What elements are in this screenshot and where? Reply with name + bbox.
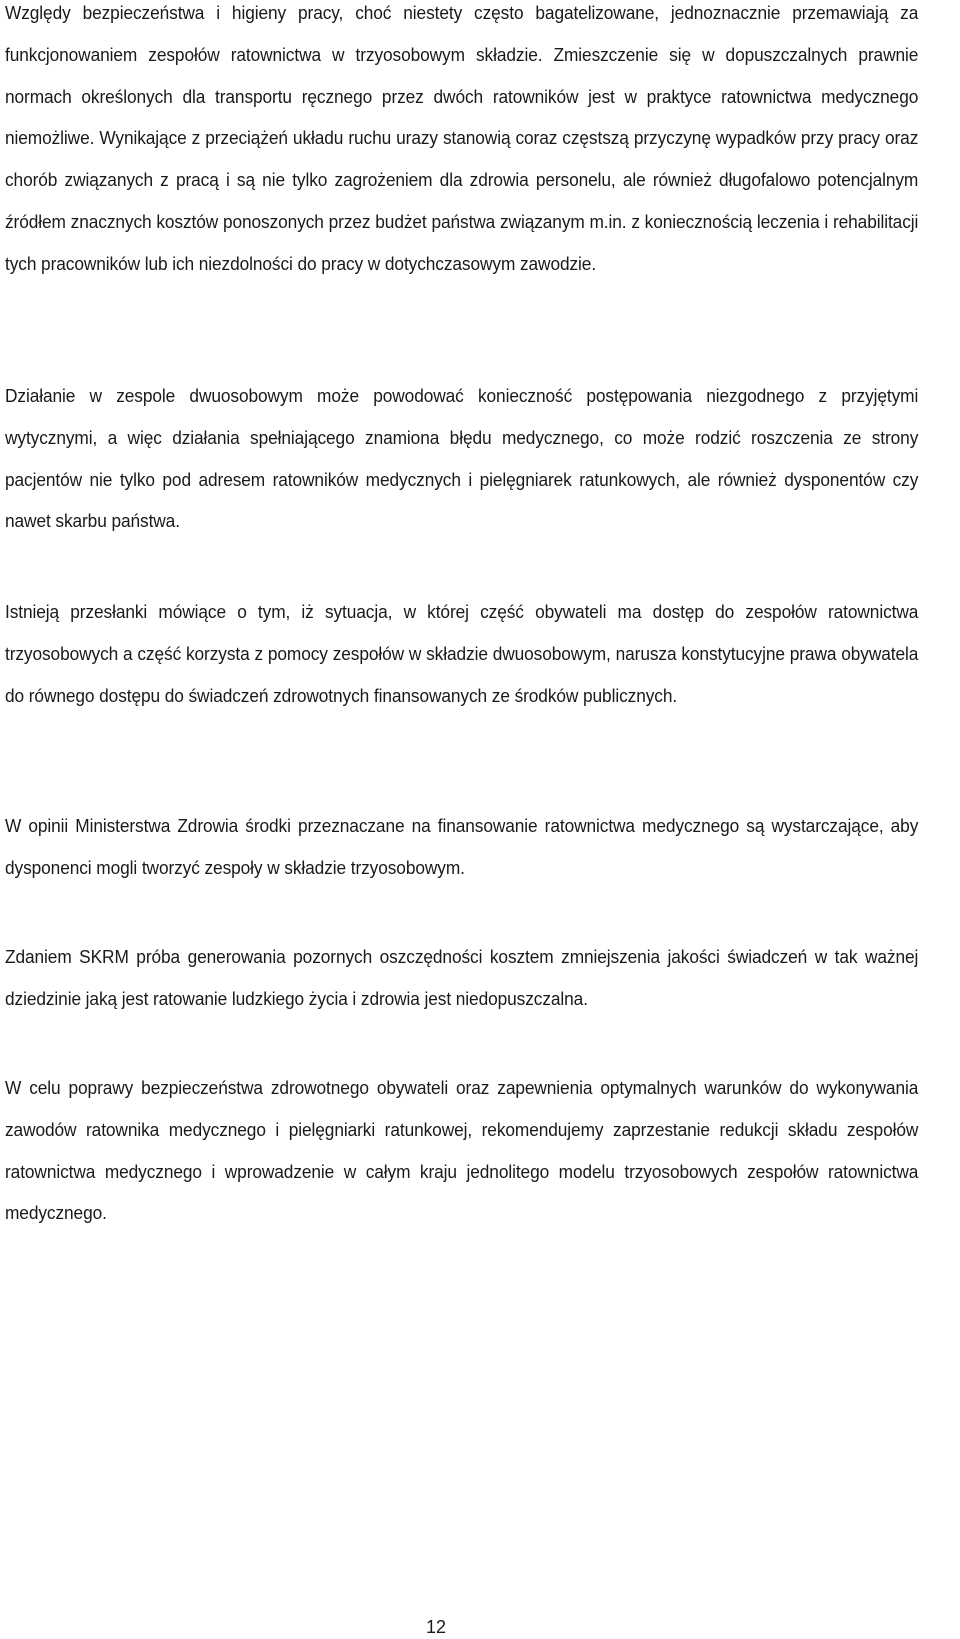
- paragraph-ministry-opinion: W opinii Ministerstwa Zdrowia środki przeznaczane na finansowanie ratownictwa medycznego są wystarczające, aby dysponenci mogli tworzyć zespoły w składzie trzyosobowym.: [5, 815, 919, 878]
- paragraph-safety: Względy bezpieczeństwa i higieny pracy, choć niestety często bagatelizowane, jednoznacznie przemawiają za funkcjonowaniem zespołów ratownictwa w trzyosobowym składzie. Zmieszczenie się w dopuszczalnych prawnie normach określonych dla transportu ręcznego przez dwóch ratowników jest w praktyce ratownictwa medycznego niemożliwe. Wynikające z przeciążeń układu ruchu urazy stanowią coraz częstszą przyczynę wypadków przy pracy oraz chorób związanych z pracą i są nie tylko zagrożeniem dla zdrowia personelu, ale również długofalowo potencjalnym źródłem znacznych kosztów ponoszonych przez budżet państwa związanym m.in. z koniecznością leczenia i rehabilitacji tych pracowników lub ich niezdolności do pracy w dotychczasowym zawodzie.: [5, 2, 919, 274]
- paragraph-recommendation: W celu poprawy bezpieczeństwa zdrowotnego obywateli oraz zapewnienia optymalnych warunków do wykonywania zawodów ratownika medycznego i pielęgniarki ratunkowej, rekomendujemy zaprzestanie redukcji składu zespołów ratownictwa medycznego i wprowadzenie w całym kraju jednolitego modelu trzyosobowych zespołów ratownictwa medycznego.: [5, 1077, 919, 1224]
- paragraph-two-person-team: Działanie w zespole dwuosobowym może powodować konieczność postępowania niezgodnego z przyjętymi wytycznymi, a więc działania spełniającego znamiona błędu medycznego, co może rodzić roszczenia ze strony pacjentów nie tylko pod adresem ratowników medycznych i pielęgniarek ratunkowych, ale również dysponentów czy nawet skarbu państwa.: [5, 385, 919, 532]
- page-number: 12: [426, 1617, 447, 1637]
- paragraph-constitutional-rights: Istnieją przesłanki mówiące o tym, iż sytuacja, w której część obywateli ma dostęp do zespołów ratownictwa trzyosobowych a część korzysta z pomocy zespołów w składzie dwuosobowym, narusza konstytucyjne prawa obywatela do równego dostępu do świadczeń zdrowotnych finansowanych ze środków publicznych.: [5, 601, 919, 706]
- paragraph-skrm-opinion: Zdaniem SKRM próba generowania pozornych oszczędności kosztem zmniejszenia jakości świadczeń w tak ważnej dziedzinie jaką jest ratowanie ludzkiego życia i zdrowia jest niedopuszczalna.: [5, 946, 919, 1009]
